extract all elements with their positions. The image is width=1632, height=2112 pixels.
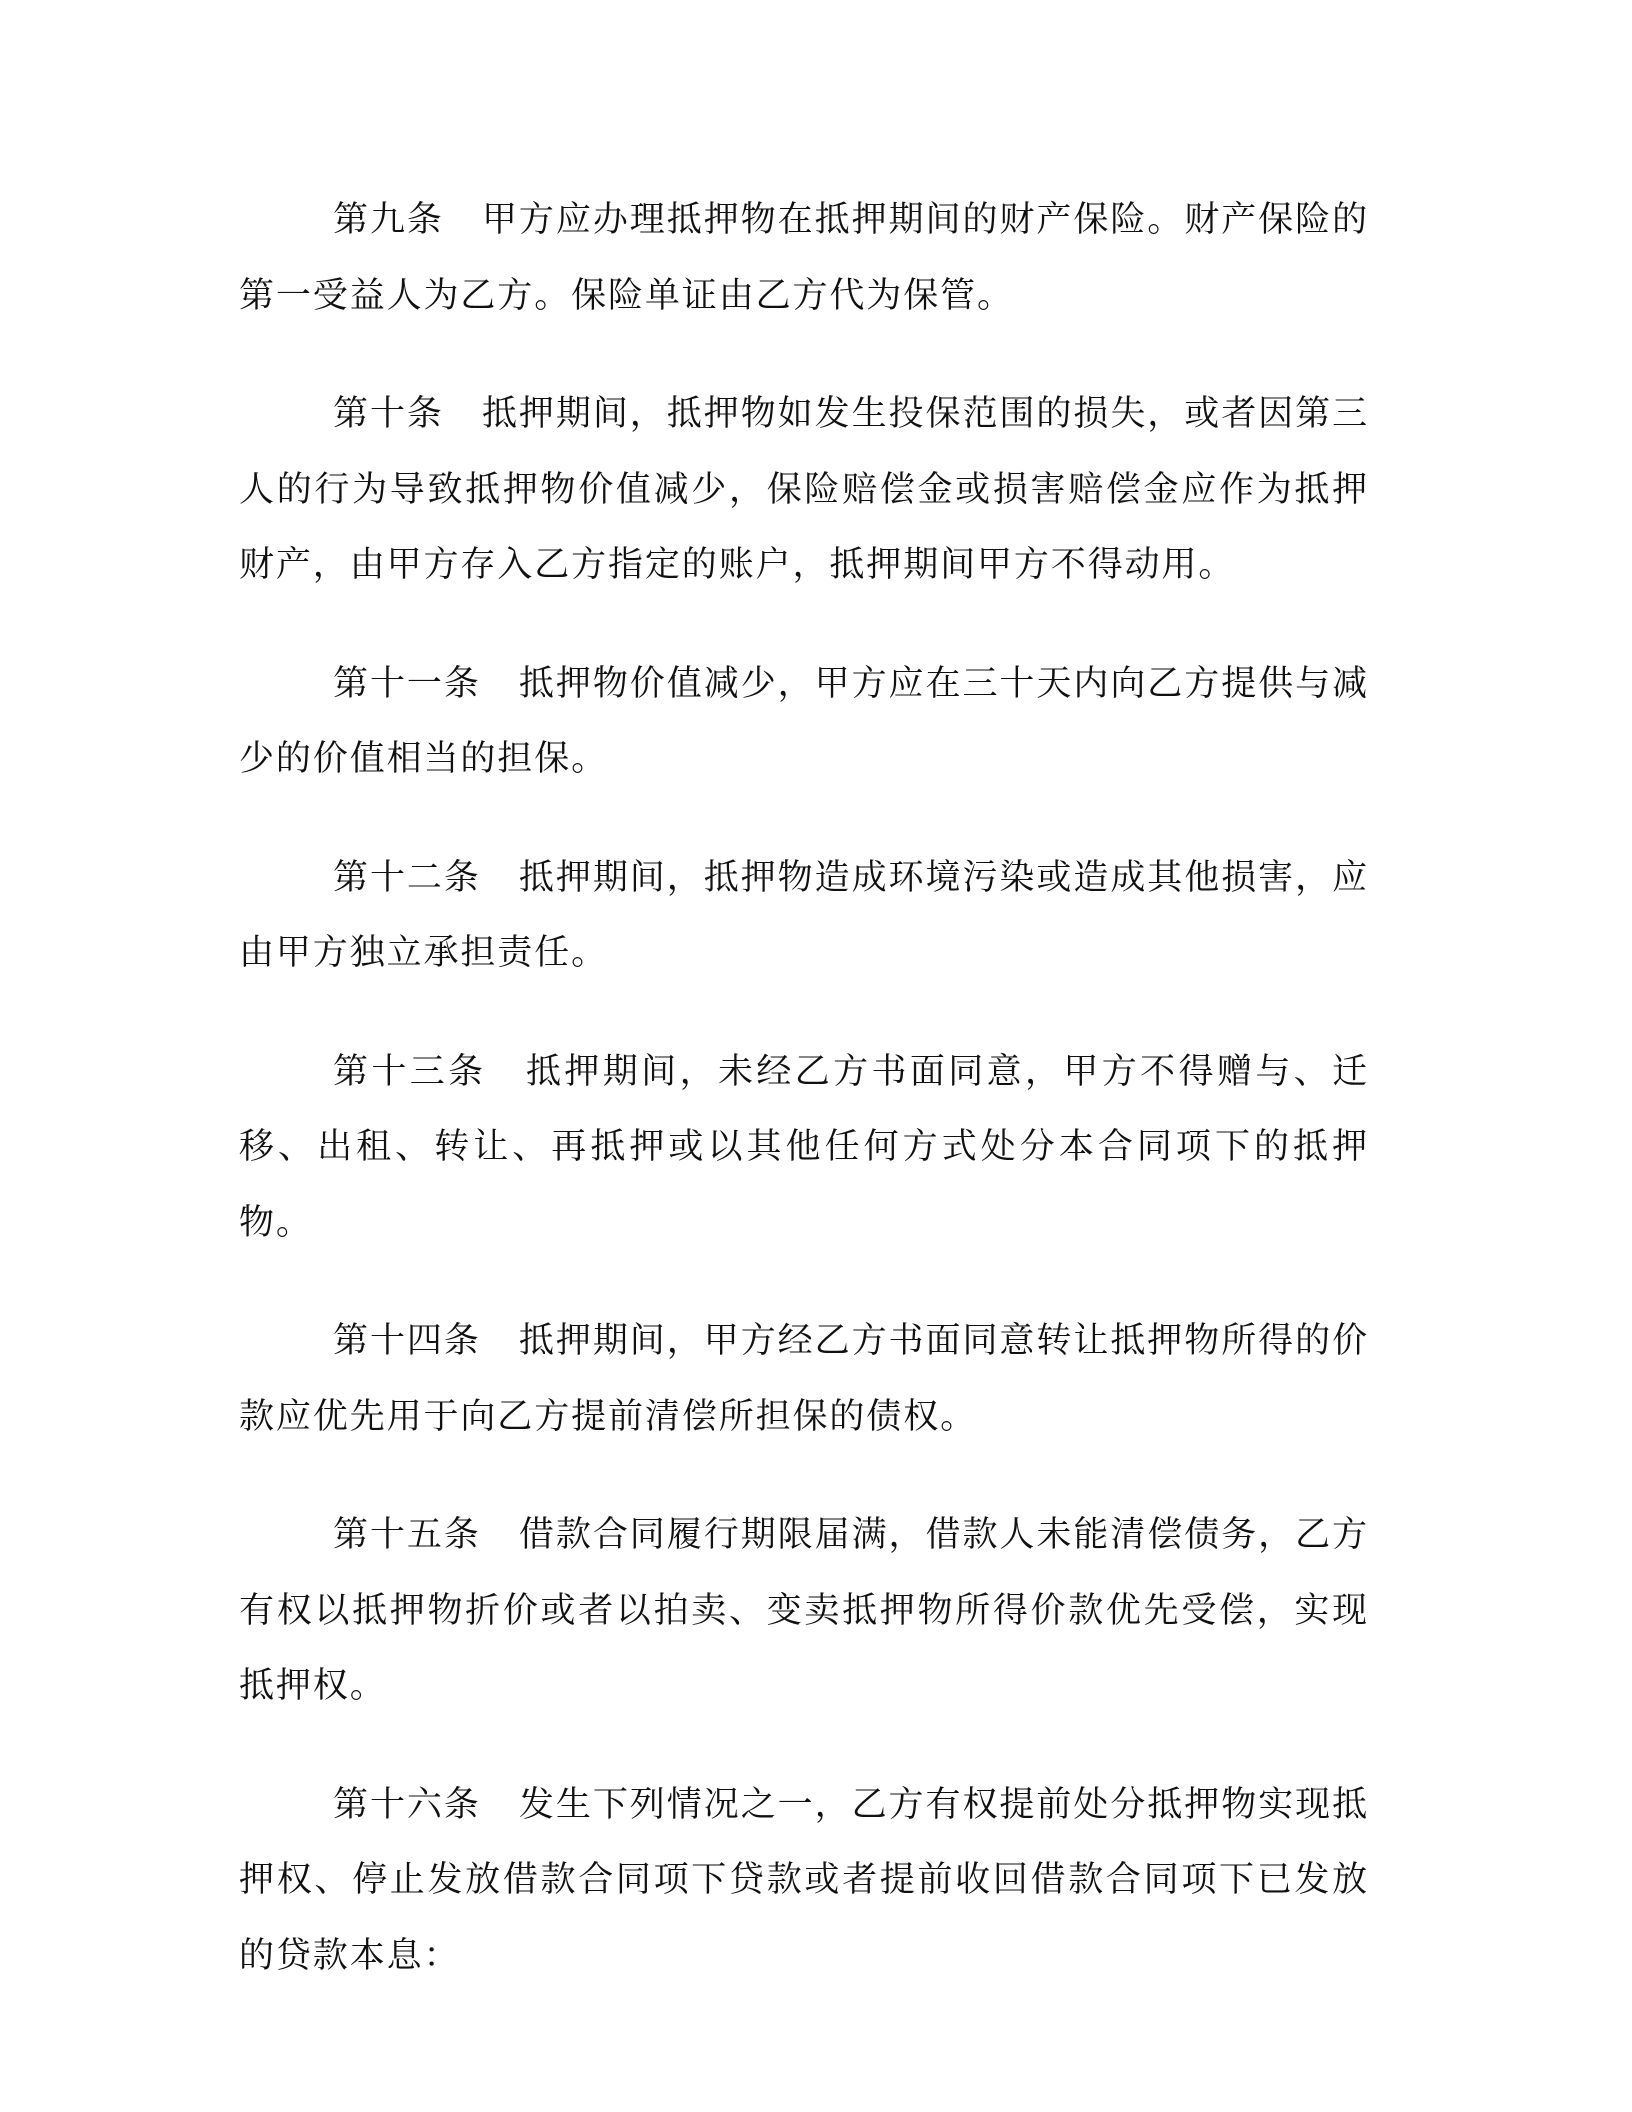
article-number: 第十一条 (333, 663, 481, 704)
article-text: 抵押期间，抵押物造成环境污染或造成其他损害，应由甲方独立承担责任。 (239, 857, 1369, 973)
article-text: 抵押物价值减少，甲方应在三十天内向乙方提供与减少的价值相当的担保。 (239, 663, 1369, 779)
article-9 (239, 183, 1369, 334)
article-number: 第十五条 (333, 1515, 481, 1555)
article-14 (239, 1304, 1369, 1455)
article-number: 第十二条 (333, 857, 481, 898)
article-text: 甲方应办理抵押物在抵押期间的财产保险。财产保险的第一受益人为乙方。保险单证由乙方代为保管。 (239, 200, 1369, 316)
article-text: 抵押期间，未经乙方书面同意，甲方不得赠与、迁移、出租、转让、再抵押或以其他任何方式处分本合同项下的抵押物。 (239, 1051, 1369, 1243)
article-number: 第十四条 (333, 1321, 481, 1361)
article-13 (239, 1035, 1369, 1262)
article-12 (239, 841, 1369, 992)
article-text: 借款合同履行期限届满，借款人未能清偿债务，乙方有权以抵押物折价或者以拍卖、变卖抵押物所得价款优先受偿，实现抵押权。 (239, 1515, 1369, 1706)
article-10 (239, 377, 1369, 604)
contract-body (239, 183, 1369, 2037)
article-text: 抵押期间，抵押物如发生投保范围的损失，或者因第三人的行为导致抵押物价值减少，保险赔偿金或损害赔偿金应作为抵押财产，由甲方存入乙方指定的账户，抵押期间甲方不得动用。 (239, 394, 1369, 585)
article-15 (239, 1498, 1369, 1725)
article-number: 第十三条 (333, 1051, 487, 1092)
article-text: 抵押期间，甲方经乙方书面同意转让抵押物所得的价款应优先用于向乙方提前清偿所担保的债权。 (239, 1321, 1369, 1437)
article-16 (239, 1768, 1369, 1995)
article-text: 发生下列情况之一，乙方有权提前处分抵押物实现抵押权、停止发放借款合同项下贷款或者提前收回借款合同项下已发放的贷款本息： (239, 1784, 1369, 1976)
article-11 (239, 647, 1369, 798)
article-number: 第十条 (333, 394, 444, 434)
article-number: 第九条 (333, 200, 444, 240)
article-number: 第十六条 (333, 1784, 481, 1825)
